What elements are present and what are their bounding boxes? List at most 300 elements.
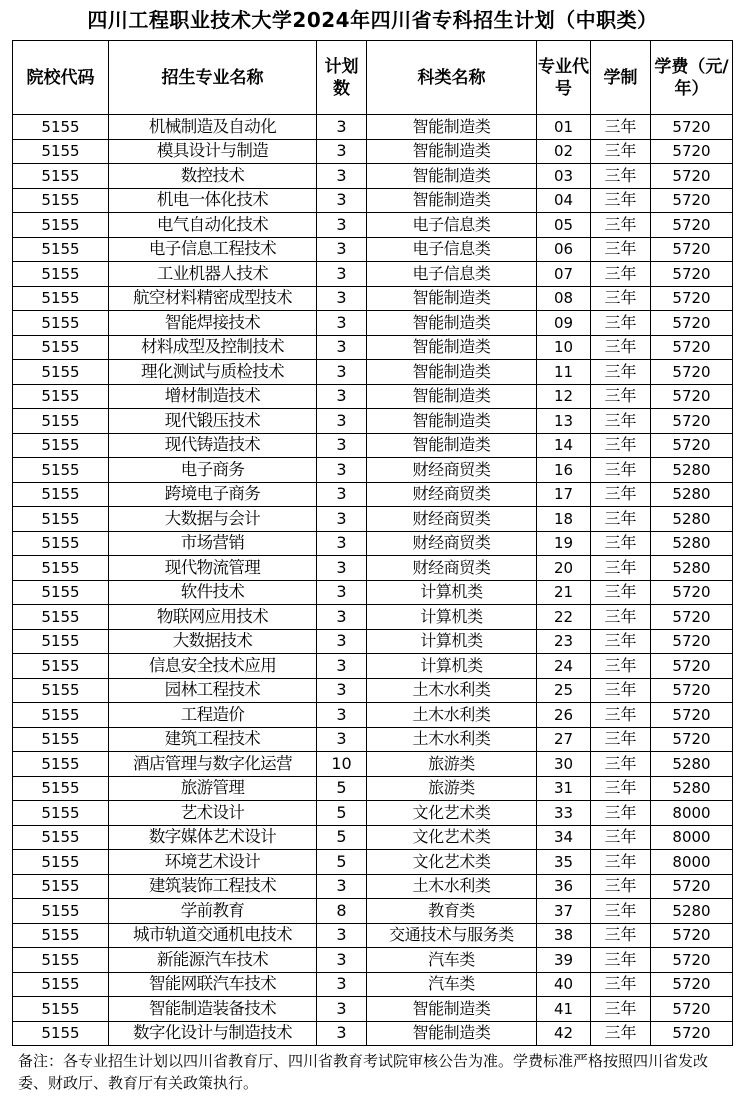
cell-major: 艺术设计: [109, 801, 317, 826]
cell-plan: 5: [317, 850, 367, 875]
cell-major: 大数据技术: [109, 629, 317, 654]
table-row: [13, 972, 733, 997]
cell-years: 三年: [591, 115, 651, 140]
cell-plan: 10: [317, 752, 367, 777]
table-row: [13, 752, 733, 777]
table-row: [13, 629, 733, 654]
cell-plan: 3: [317, 409, 367, 434]
cell-years: 三年: [591, 801, 651, 826]
cell-major-code: 42: [537, 1021, 591, 1046]
cell-category: 土木水利类: [367, 874, 537, 899]
enrollment-plan-table: [12, 40, 733, 1046]
cell-code: 5155: [13, 678, 109, 703]
cell-plan: 3: [317, 1021, 367, 1046]
cell-code: 5155: [13, 237, 109, 262]
cell-major-code: 34: [537, 825, 591, 850]
cell-plan: 3: [317, 213, 367, 238]
table-row: [13, 286, 733, 311]
cell-major: 城市轨道交通机电技术: [109, 923, 317, 948]
cell-years: 三年: [591, 458, 651, 483]
table-row: [13, 237, 733, 262]
table-row: [13, 997, 733, 1022]
cell-major: 新能源汽车技术: [109, 948, 317, 973]
cell-fee: 5720: [651, 433, 733, 458]
cell-code: 5155: [13, 458, 109, 483]
cell-code: 5155: [13, 556, 109, 581]
cell-major-code: 39: [537, 948, 591, 973]
cell-major-code: 03: [537, 164, 591, 189]
cell-major-code: 25: [537, 678, 591, 703]
table-row: [13, 825, 733, 850]
cell-fee: 5720: [651, 335, 733, 360]
cell-plan: 3: [317, 360, 367, 385]
cell-plan: 3: [317, 556, 367, 581]
cell-years: 三年: [591, 360, 651, 385]
cell-major-code: 31: [537, 776, 591, 801]
cell-category: 电子信息类: [367, 213, 537, 238]
cell-major-code: 41: [537, 997, 591, 1022]
cell-major-code: 08: [537, 286, 591, 311]
footnote: 备注：各专业招生计划以四川省教育厅、四川省教育考试院审核公告为准。学费标准严格按照四川省发改委、财政厅、教育厅有关政策执行。: [18, 1052, 709, 1092]
table-row: [13, 703, 733, 728]
cell-category: 文化艺术类: [367, 850, 537, 875]
cell-major: 软件技术: [109, 580, 317, 605]
cell-major: 模具设计与制造: [109, 139, 317, 164]
cell-category: 旅游类: [367, 776, 537, 801]
cell-fee: 5720: [651, 923, 733, 948]
cell-plan: 3: [317, 482, 367, 507]
cell-category: 计算机类: [367, 605, 537, 630]
cell-plan: 3: [317, 531, 367, 556]
cell-major-code: 16: [537, 458, 591, 483]
cell-category: 智能制造类: [367, 409, 537, 434]
header-major-code: 专业代号: [537, 41, 591, 115]
cell-major: 建筑装饰工程技术: [109, 874, 317, 899]
cell-major-code: 40: [537, 972, 591, 997]
cell-code: 5155: [13, 605, 109, 630]
cell-years: 三年: [591, 335, 651, 360]
cell-plan: 3: [317, 703, 367, 728]
cell-major: 现代锻压技术: [109, 409, 317, 434]
cell-major: 跨境电子商务: [109, 482, 317, 507]
cell-code: 5155: [13, 507, 109, 532]
cell-major-code: 06: [537, 237, 591, 262]
cell-plan: 3: [317, 139, 367, 164]
cell-plan: 3: [317, 678, 367, 703]
table-row: [13, 433, 733, 458]
cell-major-code: 26: [537, 703, 591, 728]
header-fee: 学费（元/年）: [651, 41, 733, 115]
cell-years: 三年: [591, 825, 651, 850]
cell-code: 5155: [13, 531, 109, 556]
cell-code: 5155: [13, 115, 109, 140]
header-major: 招生专业名称: [109, 41, 317, 115]
header-category: 科类名称: [367, 41, 537, 115]
cell-years: 三年: [591, 531, 651, 556]
table-row: [13, 801, 733, 826]
cell-category: 智能制造类: [367, 997, 537, 1022]
cell-category: 财经商贸类: [367, 482, 537, 507]
cell-major-code: 23: [537, 629, 591, 654]
cell-code: 5155: [13, 948, 109, 973]
cell-years: 三年: [591, 727, 651, 752]
cell-major-code: 27: [537, 727, 591, 752]
cell-years: 三年: [591, 678, 651, 703]
cell-years: 三年: [591, 972, 651, 997]
cell-years: 三年: [591, 923, 651, 948]
table-row: [13, 556, 733, 581]
cell-code: 5155: [13, 213, 109, 238]
cell-fee: 5280: [651, 531, 733, 556]
cell-code: 5155: [13, 703, 109, 728]
cell-fee: 5720: [651, 115, 733, 140]
table-row: [13, 458, 733, 483]
cell-plan: 3: [317, 115, 367, 140]
cell-code: 5155: [13, 972, 109, 997]
cell-years: 三年: [591, 482, 651, 507]
cell-plan: 3: [317, 727, 367, 752]
cell-major-code: 10: [537, 335, 591, 360]
cell-fee: 5280: [651, 507, 733, 532]
cell-code: 5155: [13, 752, 109, 777]
cell-fee: 5720: [651, 629, 733, 654]
cell-category: 财经商贸类: [367, 531, 537, 556]
cell-plan: 5: [317, 801, 367, 826]
table-row: [13, 654, 733, 679]
cell-code: 5155: [13, 164, 109, 189]
cell-plan: 3: [317, 262, 367, 287]
cell-category: 计算机类: [367, 629, 537, 654]
cell-years: 三年: [591, 703, 651, 728]
cell-plan: 3: [317, 654, 367, 679]
cell-major: 市场营销: [109, 531, 317, 556]
cell-code: 5155: [13, 923, 109, 948]
cell-years: 三年: [591, 997, 651, 1022]
cell-major-code: 37: [537, 899, 591, 924]
cell-code: 5155: [13, 825, 109, 850]
cell-code: 5155: [13, 801, 109, 826]
cell-category: 智能制造类: [367, 335, 537, 360]
cell-plan: 3: [317, 507, 367, 532]
cell-major: 电气自动化技术: [109, 213, 317, 238]
cell-major: 电子商务: [109, 458, 317, 483]
cell-fee: 5720: [651, 262, 733, 287]
cell-major-code: 09: [537, 311, 591, 336]
cell-years: 三年: [591, 580, 651, 605]
cell-major-code: 18: [537, 507, 591, 532]
cell-fee: 5720: [651, 188, 733, 213]
cell-major: 机电一体化技术: [109, 188, 317, 213]
cell-code: 5155: [13, 286, 109, 311]
cell-major-code: 11: [537, 360, 591, 385]
cell-major: 酒店管理与数字化运营: [109, 752, 317, 777]
cell-plan: 3: [317, 605, 367, 630]
cell-fee: 5280: [651, 556, 733, 581]
table-header-row: [13, 41, 733, 115]
table-row: [13, 874, 733, 899]
cell-code: 5155: [13, 727, 109, 752]
cell-years: 三年: [591, 899, 651, 924]
cell-years: 三年: [591, 629, 651, 654]
cell-category: 土木水利类: [367, 678, 537, 703]
cell-major-code: 01: [537, 115, 591, 140]
cell-major-code: 20: [537, 556, 591, 581]
cell-years: 三年: [591, 237, 651, 262]
cell-years: 三年: [591, 139, 651, 164]
cell-category: 文化艺术类: [367, 825, 537, 850]
cell-plan: 3: [317, 874, 367, 899]
cell-major: 学前教育: [109, 899, 317, 924]
cell-years: 三年: [591, 164, 651, 189]
cell-plan: 3: [317, 311, 367, 336]
cell-category: 汽车类: [367, 948, 537, 973]
cell-fee: 5720: [651, 213, 733, 238]
cell-code: 5155: [13, 997, 109, 1022]
cell-code: 5155: [13, 482, 109, 507]
cell-fee: 5720: [651, 874, 733, 899]
header-years: 学制: [591, 41, 651, 115]
table-row: [13, 531, 733, 556]
table-row: [13, 360, 733, 385]
table-row: [13, 139, 733, 164]
cell-plan: 5: [317, 825, 367, 850]
cell-years: 三年: [591, 213, 651, 238]
cell-fee: 5720: [651, 703, 733, 728]
cell-category: 智能制造类: [367, 139, 537, 164]
cell-plan: 3: [317, 384, 367, 409]
cell-major: 信息安全技术应用: [109, 654, 317, 679]
cell-fee: 5280: [651, 899, 733, 924]
table-row: [13, 507, 733, 532]
cell-plan: 3: [317, 580, 367, 605]
cell-major: 旅游管理: [109, 776, 317, 801]
cell-fee: 5280: [651, 776, 733, 801]
cell-plan: 3: [317, 997, 367, 1022]
cell-category: 电子信息类: [367, 262, 537, 287]
table-row: [13, 188, 733, 213]
cell-fee: 5280: [651, 482, 733, 507]
cell-code: 5155: [13, 311, 109, 336]
cell-category: 教育类: [367, 899, 537, 924]
cell-plan: 3: [317, 164, 367, 189]
header-plan: 计划数: [317, 41, 367, 115]
cell-major: 智能网联汽车技术: [109, 972, 317, 997]
table-row: [13, 1021, 733, 1046]
cell-major-code: 21: [537, 580, 591, 605]
cell-code: 5155: [13, 433, 109, 458]
cell-major: 理化测试与质检技术: [109, 360, 317, 385]
cell-major: 现代铸造技术: [109, 433, 317, 458]
cell-category: 智能制造类: [367, 1021, 537, 1046]
table-row: [13, 678, 733, 703]
cell-fee: 8000: [651, 850, 733, 875]
cell-fee: 5720: [651, 972, 733, 997]
cell-years: 三年: [591, 1021, 651, 1046]
cell-major: 材料成型及控制技术: [109, 335, 317, 360]
cell-years: 三年: [591, 262, 651, 287]
cell-category: 智能制造类: [367, 115, 537, 140]
cell-major: 机械制造及自动化: [109, 115, 317, 140]
cell-years: 三年: [591, 776, 651, 801]
cell-fee: 5720: [651, 311, 733, 336]
cell-major-code: 30: [537, 752, 591, 777]
cell-fee: 5720: [651, 948, 733, 973]
cell-category: 智能制造类: [367, 164, 537, 189]
cell-fee: 5720: [651, 580, 733, 605]
cell-fee: 5720: [651, 678, 733, 703]
cell-code: 5155: [13, 139, 109, 164]
cell-major-code: 33: [537, 801, 591, 826]
cell-code: 5155: [13, 629, 109, 654]
cell-fee: 5720: [651, 727, 733, 752]
table-row: [13, 115, 733, 140]
cell-major-code: 22: [537, 605, 591, 630]
cell-code: 5155: [13, 654, 109, 679]
cell-fee: 5280: [651, 458, 733, 483]
cell-fee: 5720: [651, 384, 733, 409]
cell-major: 智能制造装备技术: [109, 997, 317, 1022]
cell-category: 文化艺术类: [367, 801, 537, 826]
cell-category: 智能制造类: [367, 311, 537, 336]
cell-plan: 3: [317, 188, 367, 213]
cell-major: 工业机器人技术: [109, 262, 317, 287]
cell-plan: 5: [317, 776, 367, 801]
cell-years: 三年: [591, 654, 651, 679]
cell-years: 三年: [591, 850, 651, 875]
table-row: [13, 727, 733, 752]
cell-plan: 3: [317, 972, 367, 997]
cell-major: 园林工程技术: [109, 678, 317, 703]
cell-major: 建筑工程技术: [109, 727, 317, 752]
cell-major: 数字化设计与制造技术: [109, 1021, 317, 1046]
cell-major: 现代物流管理: [109, 556, 317, 581]
cell-category: 计算机类: [367, 654, 537, 679]
table-row: [13, 311, 733, 336]
cell-major: 环境艺术设计: [109, 850, 317, 875]
table-row: [13, 213, 733, 238]
cell-years: 三年: [591, 752, 651, 777]
cell-fee: 5720: [651, 1021, 733, 1046]
cell-years: 三年: [591, 556, 651, 581]
cell-fee: 8000: [651, 825, 733, 850]
cell-code: 5155: [13, 850, 109, 875]
cell-plan: 3: [317, 237, 367, 262]
cell-category: 土木水利类: [367, 727, 537, 752]
cell-code: 5155: [13, 409, 109, 434]
cell-fee: 5720: [651, 164, 733, 189]
cell-code: 5155: [13, 580, 109, 605]
cell-code: 5155: [13, 874, 109, 899]
cell-major: 物联网应用技术: [109, 605, 317, 630]
cell-plan: 3: [317, 335, 367, 360]
cell-years: 三年: [591, 874, 651, 899]
cell-major-code: 04: [537, 188, 591, 213]
cell-major-code: 17: [537, 482, 591, 507]
cell-category: 财经商贸类: [367, 458, 537, 483]
table-row: [13, 164, 733, 189]
cell-code: 5155: [13, 188, 109, 213]
cell-category: 智能制造类: [367, 360, 537, 385]
cell-code: 5155: [13, 1021, 109, 1046]
cell-code: 5155: [13, 899, 109, 924]
cell-major: 增材制造技术: [109, 384, 317, 409]
cell-fee: 5720: [651, 409, 733, 434]
cell-plan: 3: [317, 286, 367, 311]
cell-fee: 5720: [651, 605, 733, 630]
cell-years: 三年: [591, 311, 651, 336]
cell-major-code: 36: [537, 874, 591, 899]
cell-major-code: 13: [537, 409, 591, 434]
cell-major-code: 12: [537, 384, 591, 409]
table-row: [13, 850, 733, 875]
cell-major-code: 19: [537, 531, 591, 556]
cell-major: 数控技术: [109, 164, 317, 189]
cell-category: 交通技术与服务类: [367, 923, 537, 948]
cell-category: 智能制造类: [367, 384, 537, 409]
cell-years: 三年: [591, 948, 651, 973]
cell-plan: 3: [317, 923, 367, 948]
cell-fee: 5720: [651, 997, 733, 1022]
cell-category: 智能制造类: [367, 286, 537, 311]
cell-major-code: 35: [537, 850, 591, 875]
cell-major: 智能焊接技术: [109, 311, 317, 336]
cell-years: 三年: [591, 409, 651, 434]
table-row: [13, 335, 733, 360]
cell-category: 旅游类: [367, 752, 537, 777]
cell-years: 三年: [591, 605, 651, 630]
cell-fee: 5720: [651, 360, 733, 385]
cell-major-code: 14: [537, 433, 591, 458]
cell-code: 5155: [13, 262, 109, 287]
cell-category: 计算机类: [367, 580, 537, 605]
cell-years: 三年: [591, 384, 651, 409]
cell-major-code: 02: [537, 139, 591, 164]
table-row: [13, 605, 733, 630]
cell-category: 土木水利类: [367, 703, 537, 728]
cell-major-code: 38: [537, 923, 591, 948]
cell-fee: 5720: [651, 139, 733, 164]
cell-category: 财经商贸类: [367, 556, 537, 581]
cell-plan: 3: [317, 629, 367, 654]
cell-major: 大数据与会计: [109, 507, 317, 532]
table-row: [13, 776, 733, 801]
cell-years: 三年: [591, 188, 651, 213]
table-row: [13, 409, 733, 434]
cell-fee: 5720: [651, 286, 733, 311]
cell-plan: 3: [317, 433, 367, 458]
header-code: 院校代码: [13, 41, 109, 115]
cell-category: 财经商贸类: [367, 507, 537, 532]
cell-code: 5155: [13, 335, 109, 360]
table-row: [13, 923, 733, 948]
cell-fee: 8000: [651, 801, 733, 826]
cell-major-code: 24: [537, 654, 591, 679]
cell-plan: 8: [317, 899, 367, 924]
page-title: 四川工程职业技术大学2024年四川省专科招生计划（中职类）: [87, 8, 658, 32]
cell-major-code: 05: [537, 213, 591, 238]
table-row: [13, 899, 733, 924]
cell-major: 电子信息工程技术: [109, 237, 317, 262]
cell-code: 5155: [13, 776, 109, 801]
table-row: [13, 948, 733, 973]
cell-fee: 5720: [651, 237, 733, 262]
cell-plan: 3: [317, 458, 367, 483]
cell-category: 智能制造类: [367, 188, 537, 213]
table-row: [13, 262, 733, 287]
cell-fee: 5720: [651, 654, 733, 679]
table-row: [13, 482, 733, 507]
cell-major: 航空材料精密成型技术: [109, 286, 317, 311]
